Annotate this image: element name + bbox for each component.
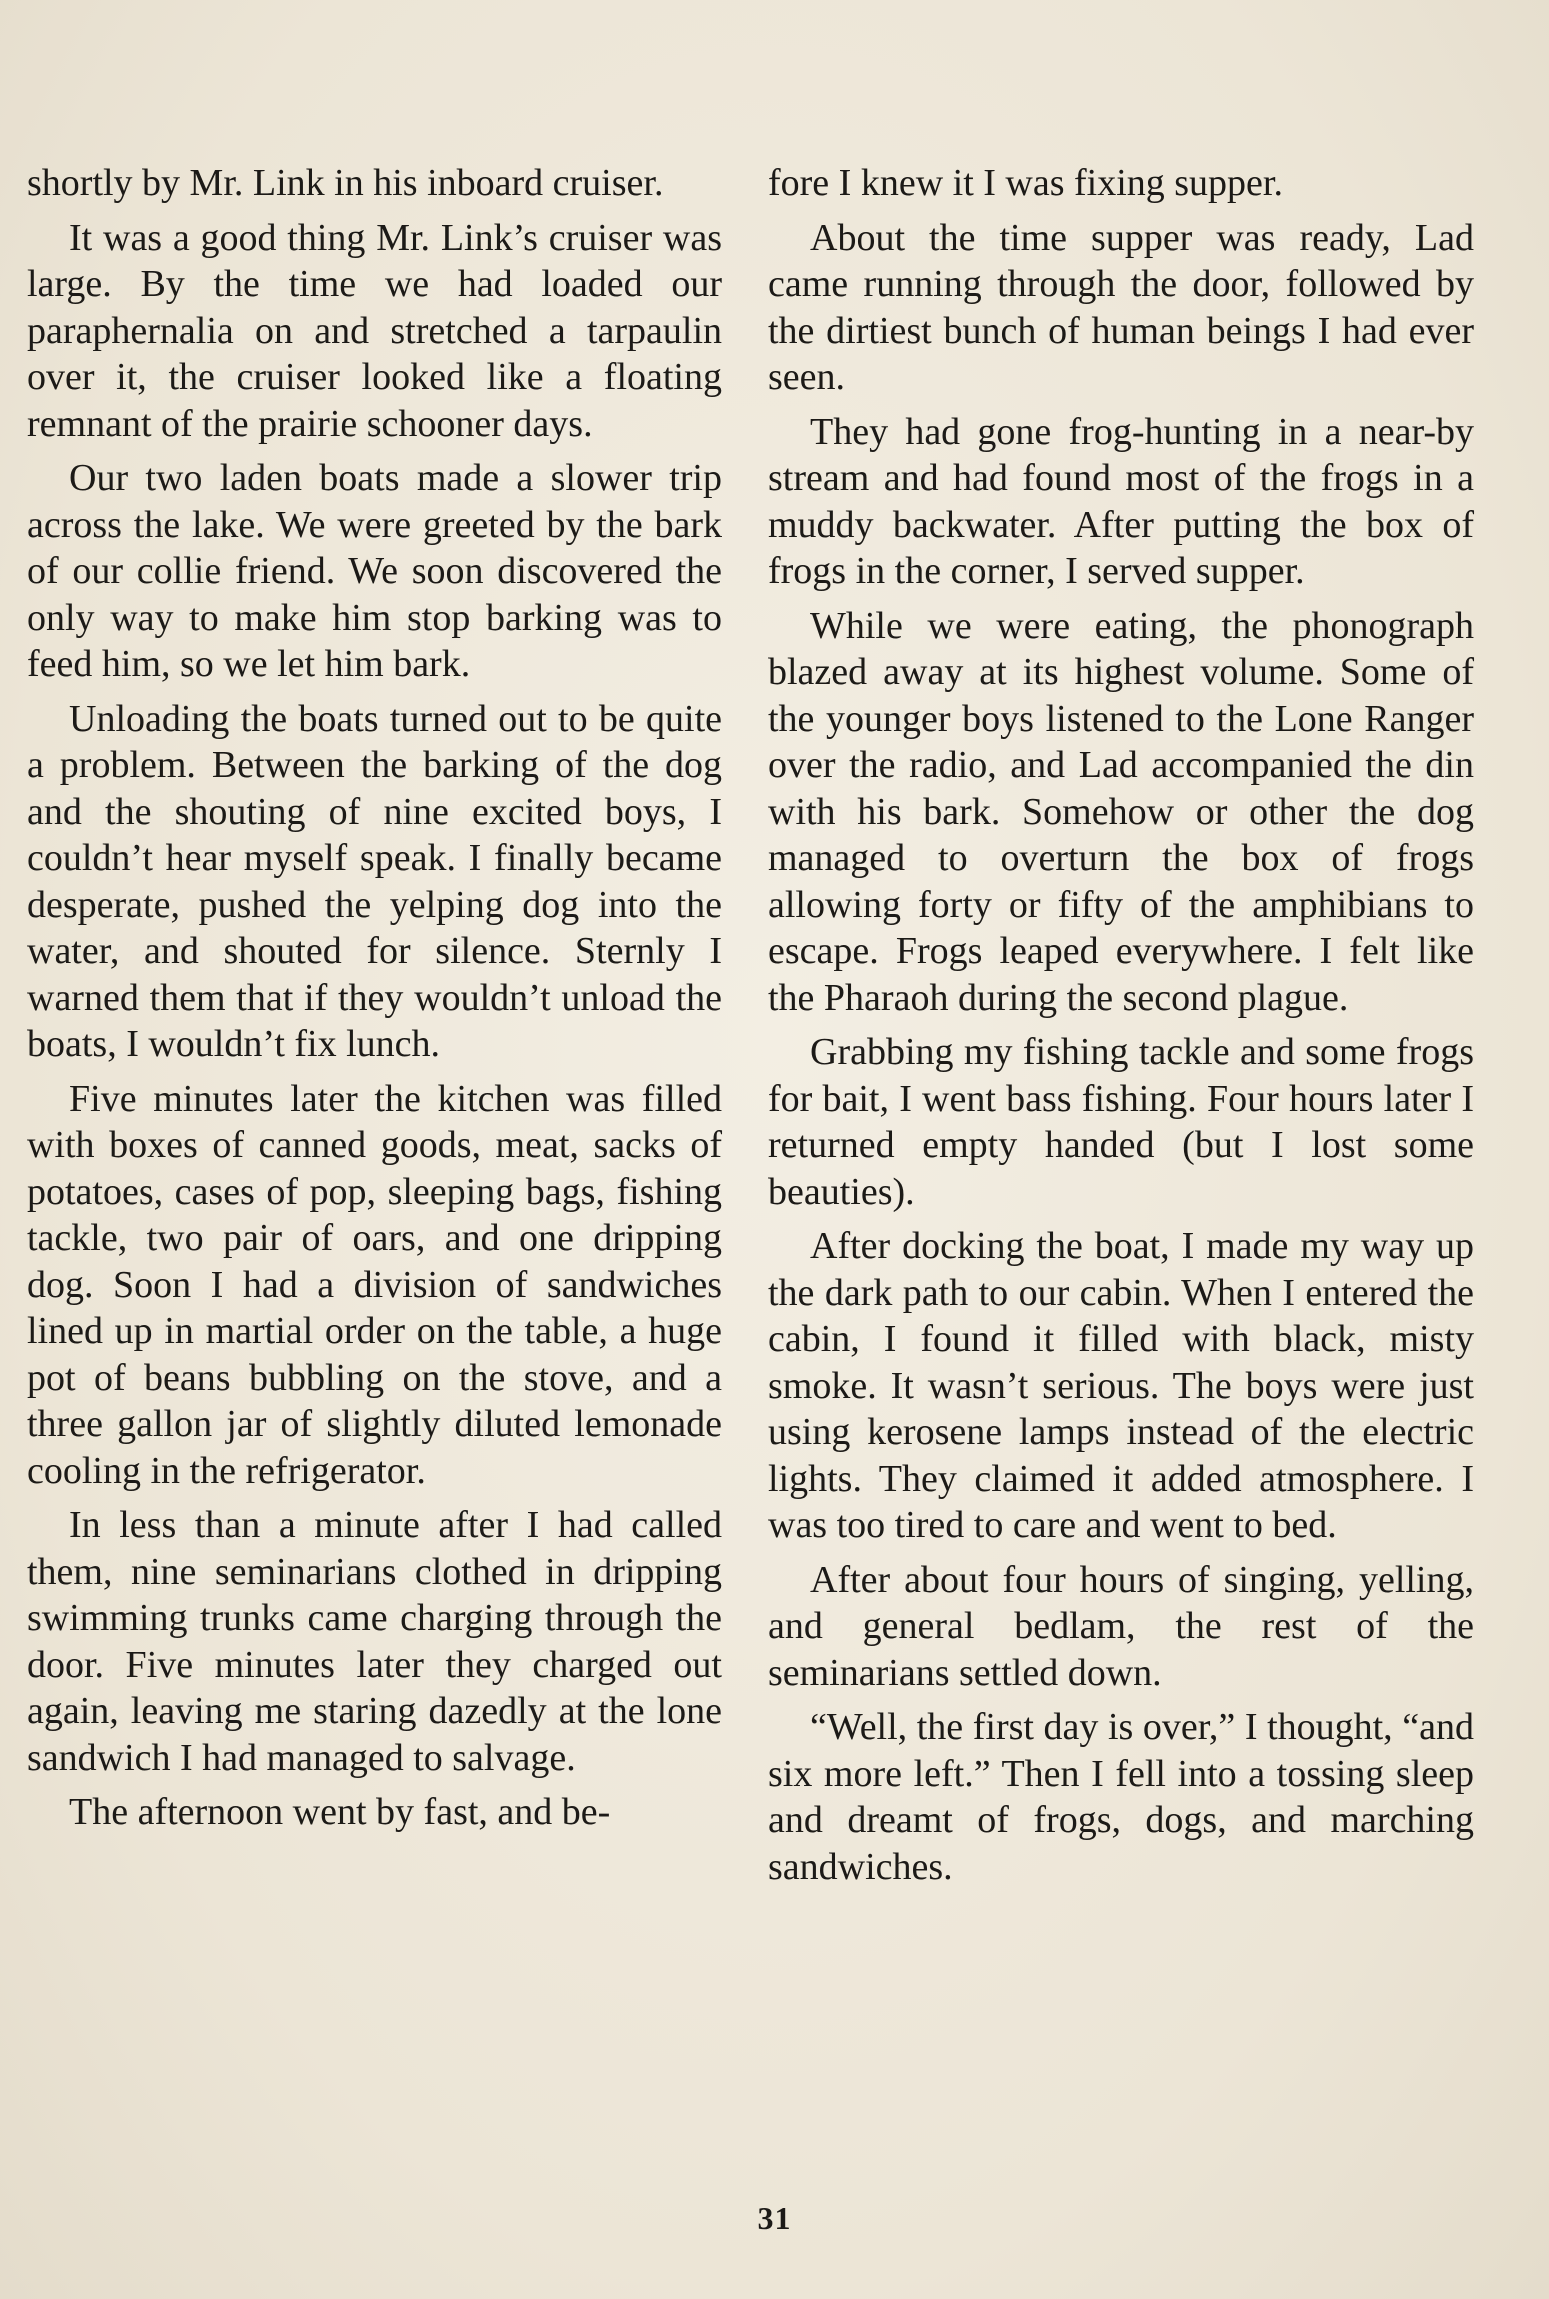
paragraph: The afternoon went by fast, and be-: [69, 1791, 611, 1833]
paragraph: shortly by Mr. Link in his inboard cruiser.: [27, 162, 664, 204]
left-column: [27, 160, 722, 1844]
paragraph: Unloading the boats turned out to be quite a problem. Between the barking of the dog and the shouting of nine excited boys, I couldn’t hear myself speak. I finally became desperate, pushed the yelping dog into the water, and shouted for silence. Sternly I warned them that if they wouldn’t unload the boats, I wouldn’t fix lunch.: [27, 697, 722, 1065]
paragraph: They had gone frog-hunting in a near-by stream and had found most of the frogs in a muddy backwater. After putting the box of frogs in the corner, I served supper.: [768, 410, 1474, 592]
page-number: 31: [757, 2200, 792, 2236]
right-column: [768, 160, 1474, 1898]
paragraph: Grabbing my fishing tackle and some frogs for bait, I went bass fishing. Four hours later I returned empty handed (but I lost some beauties).: [768, 1031, 1474, 1213]
paragraph: About the time supper was ready, Lad came running through the door, followed by the dirtiest bunch of human beings I had ever seen.: [768, 216, 1474, 398]
paragraph: fore I knew it I was fixing supper.: [768, 162, 1283, 204]
paragraph: After docking the boat, I made my way up the dark path to our cabin. When I entered the cabin, I found it filled with black, misty smoke. It wasn’t serious. The boys were just using kerosene lamps instead of the electric lights. They claimed it added atmosphere. I was too tired to care and went to bed.: [768, 1225, 1474, 1546]
paragraph: While we were eating, the phonograph blazed away at its highest volume. Some of the younger boys listened to the Lone Ranger over the radio, and Lad accompanied the din with his bark. Somehow or other the dog managed to overturn the box of frogs allowing forty or fifty of the amphibians to escape. Frogs leaped everywhere. I felt like the Pharaoh during the second plague.: [768, 604, 1474, 1019]
paragraph: After about four hours of singing, yelling, and general bedlam, the rest of the seminarians settled down.: [768, 1558, 1474, 1694]
paragraph: Five minutes later the kitchen was filled with boxes of canned goods, meat, sacks of potatoes, cases of pop, sleeping bags, fishing tackle, two pair of oars, and one dripping dog. Soon I had a division of sandwiches lined up in martial order on the table, a huge pot of beans bubbling on the stove, and a three gallon jar of slightly diluted lemonade cooling in the refrigerator.: [27, 1077, 722, 1492]
paragraph: In less than a minute after I had called them, nine seminarians clothed in dripping swimming trunks came charging through the door. Five minutes later they charged out again, leaving me staring dazedly at the lone sandwich I had managed to salvage.: [27, 1504, 722, 1779]
paragraph: It was a good thing Mr. Link’s cruiser was large. By the time we had loaded our paraphernalia on and stretched a tarpaulin over it, the cruiser looked like a floating remnant of the prairie schooner days.: [27, 216, 722, 445]
paragraph: Our two laden boats made a slower trip across the lake. We were greeted by the bark of our collie friend. We soon discovered the only way to make him stop barking was to feed him, so we let him bark.: [27, 457, 722, 685]
paragraph: “Well, the first day is over,” I thought, “and six more left.” Then I fell into a tossing sleep and dreamt of frogs, dogs, and marching sandwiches.: [768, 1706, 1474, 1888]
